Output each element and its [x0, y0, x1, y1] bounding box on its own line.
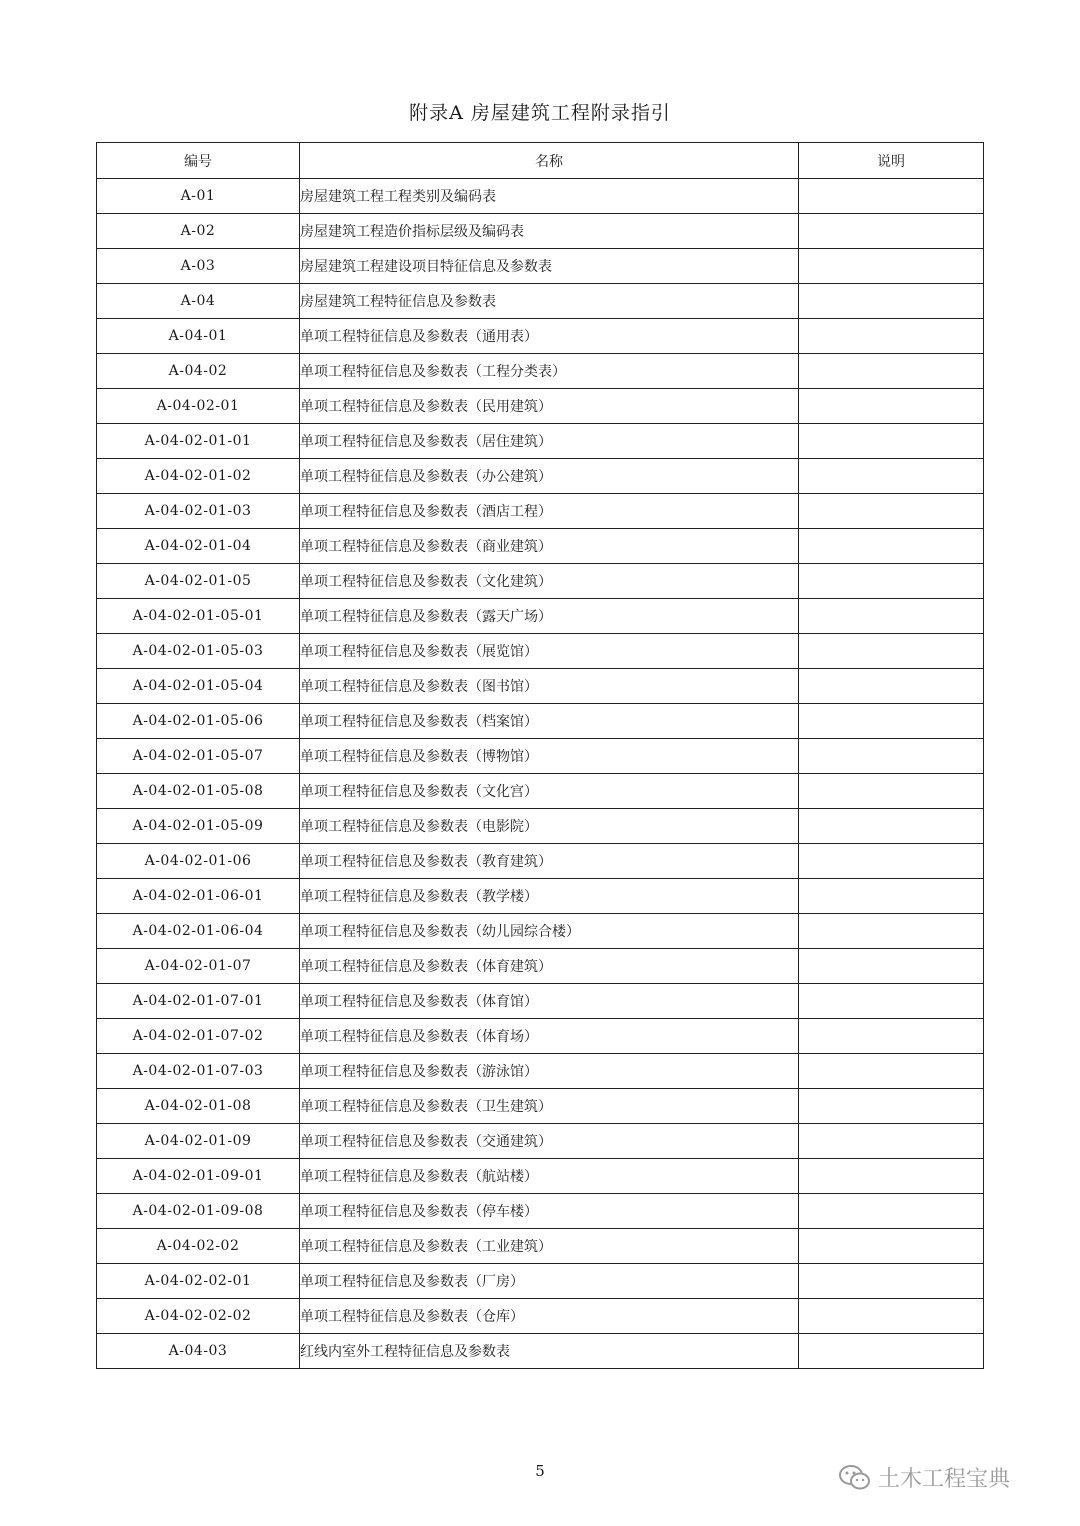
note-cell — [799, 564, 984, 599]
table-row — [97, 249, 984, 284]
name-cell: 单项工程特征信息及参数表（幼儿园综合楼） — [300, 914, 799, 949]
note-cell — [799, 914, 984, 949]
note-cell — [799, 1229, 984, 1264]
code-cell: A-04-02-01-07-02 — [97, 1019, 300, 1054]
name-cell: 红线内室外工程特征信息及参数表 — [300, 1334, 799, 1369]
name-cell: 单项工程特征信息及参数表（文化建筑） — [300, 564, 799, 599]
name-cell: 单项工程特征信息及参数表（博物馆） — [300, 739, 799, 774]
table-row — [97, 1089, 984, 1124]
note-cell — [799, 774, 984, 809]
name-cell: 单项工程特征信息及参数表（文化宫） — [300, 774, 799, 809]
table-row — [97, 879, 984, 914]
name-cell: 房屋建筑工程特征信息及参数表 — [300, 284, 799, 319]
note-cell — [799, 949, 984, 984]
note-cell — [799, 249, 984, 284]
page-number: 5 — [535, 1462, 545, 1480]
code-cell: A-04-02-01-05-06 — [97, 704, 300, 739]
table-header-row — [97, 143, 984, 179]
name-cell: 单项工程特征信息及参数表（教学楼） — [300, 879, 799, 914]
code-cell: A-04-02-01-09-08 — [97, 1194, 300, 1229]
name-cell: 单项工程特征信息及参数表（教育建筑） — [300, 844, 799, 879]
name-cell: 单项工程特征信息及参数表（电影院） — [300, 809, 799, 844]
name-cell: 单项工程特征信息及参数表（游泳馆） — [300, 1054, 799, 1089]
table-row — [97, 1159, 984, 1194]
code-cell: A-04-02-01-05-09 — [97, 809, 300, 844]
code-cell: A-04-02-01-05-04 — [97, 669, 300, 704]
note-cell — [799, 1054, 984, 1089]
name-cell: 单项工程特征信息及参数表（图书馆） — [300, 669, 799, 704]
code-cell: A-04-02-02 — [97, 1229, 300, 1264]
code-cell: A-04-02-01-05-07 — [97, 739, 300, 774]
code-cell: A-04-02-01-05 — [97, 564, 300, 599]
code-cell: A-04-02-01-07 — [97, 949, 300, 984]
table-row — [97, 214, 984, 249]
table-row — [97, 1264, 984, 1299]
name-cell: 单项工程特征信息及参数表（体育场） — [300, 1019, 799, 1054]
name-cell: 单项工程特征信息及参数表（航站楼） — [300, 1159, 799, 1194]
note-cell — [799, 1019, 984, 1054]
name-cell: 单项工程特征信息及参数表（停车楼） — [300, 1194, 799, 1229]
code-cell: A-04-02-01-06-01 — [97, 879, 300, 914]
name-cell: 单项工程特征信息及参数表（体育建筑） — [300, 949, 799, 984]
code-cell: A-04-02-01-05-08 — [97, 774, 300, 809]
name-cell: 单项工程特征信息及参数表（工业建筑） — [300, 1229, 799, 1264]
code-cell: A-04-03 — [97, 1334, 300, 1369]
code-cell: A-04-02-01-04 — [97, 529, 300, 564]
page-title: 附录A 房屋建筑工程附录指引 — [409, 102, 671, 124]
name-cell: 单项工程特征信息及参数表（交通建筑） — [300, 1124, 799, 1159]
table-row — [97, 389, 984, 424]
table-row — [97, 424, 984, 459]
note-cell — [799, 494, 984, 529]
table-row — [97, 529, 984, 564]
table-row — [97, 459, 984, 494]
name-cell: 单项工程特征信息及参数表（酒店工程） — [300, 494, 799, 529]
code-cell: A-04-02-01-03 — [97, 494, 300, 529]
code-cell: A-04-02-01 — [97, 389, 300, 424]
name-cell: 房屋建筑工程造价指标层级及编码表 — [300, 214, 799, 249]
table-row — [97, 179, 984, 214]
code-cell: A-04-02-02-01 — [97, 1264, 300, 1299]
note-cell — [799, 1159, 984, 1194]
code-cell: A-04-01 — [97, 319, 300, 354]
table-row — [97, 1194, 984, 1229]
table-row — [97, 494, 984, 529]
name-cell: 单项工程特征信息及参数表（工程分类表） — [300, 354, 799, 389]
name-cell: 单项工程特征信息及参数表（居住建筑） — [300, 424, 799, 459]
table-row — [97, 1299, 984, 1334]
code-cell: A-04-02-01-08 — [97, 1089, 300, 1124]
name-cell: 单项工程特征信息及参数表（民用建筑） — [300, 389, 799, 424]
note-cell — [799, 1089, 984, 1124]
table-row — [97, 984, 984, 1019]
name-cell: 单项工程特征信息及参数表（办公建筑） — [300, 459, 799, 494]
table-row — [97, 284, 984, 319]
wechat-icon — [838, 1463, 872, 1493]
table-row — [97, 914, 984, 949]
appendix-table — [96, 142, 984, 1369]
note-cell — [799, 424, 984, 459]
note-cell — [799, 704, 984, 739]
table-row — [97, 774, 984, 809]
note-cell — [799, 984, 984, 1019]
code-cell: A-04-02-01-05-01 — [97, 599, 300, 634]
code-cell: A-04-02-01-09 — [97, 1124, 300, 1159]
table-row — [97, 354, 984, 389]
note-cell — [799, 809, 984, 844]
name-cell: 单项工程特征信息及参数表（露天广场） — [300, 599, 799, 634]
column-header-note: 说明 — [799, 143, 984, 179]
code-cell: A-04-02-01-02 — [97, 459, 300, 494]
code-cell: A-04-02-01-07-03 — [97, 1054, 300, 1089]
table-row — [97, 1019, 984, 1054]
name-cell: 单项工程特征信息及参数表（档案馆） — [300, 704, 799, 739]
note-cell — [799, 1194, 984, 1229]
name-cell: 单项工程特征信息及参数表（卫生建筑） — [300, 1089, 799, 1124]
note-cell — [799, 599, 984, 634]
name-cell: 单项工程特征信息及参数表（厂房） — [300, 1264, 799, 1299]
code-cell: A-04-02-01-07-01 — [97, 984, 300, 1019]
note-cell — [799, 284, 984, 319]
table-row — [97, 704, 984, 739]
code-cell: A-04-02-01-01 — [97, 424, 300, 459]
note-cell — [799, 529, 984, 564]
name-cell: 单项工程特征信息及参数表（体育馆） — [300, 984, 799, 1019]
note-cell — [799, 1334, 984, 1369]
note-cell — [799, 354, 984, 389]
note-cell — [799, 1264, 984, 1299]
note-cell — [799, 1299, 984, 1334]
note-cell — [799, 459, 984, 494]
table-row — [97, 1334, 984, 1369]
note-cell — [799, 669, 984, 704]
name-cell: 单项工程特征信息及参数表（展览馆） — [300, 634, 799, 669]
note-cell — [799, 634, 984, 669]
code-cell: A-04-02-01-06 — [97, 844, 300, 879]
code-cell: A-04 — [97, 284, 300, 319]
table-row — [97, 599, 984, 634]
table-row — [97, 949, 984, 984]
code-cell: A-04-02 — [97, 354, 300, 389]
table-row — [97, 634, 984, 669]
name-cell: 房屋建筑工程工程类别及编码表 — [300, 179, 799, 214]
table-row — [97, 319, 984, 354]
code-cell: A-03 — [97, 249, 300, 284]
note-cell — [799, 214, 984, 249]
code-cell: A-04-02-01-06-04 — [97, 914, 300, 949]
table-row — [97, 809, 984, 844]
watermark — [838, 1462, 1010, 1493]
table-row — [97, 564, 984, 599]
code-cell: A-04-02-01-09-01 — [97, 1159, 300, 1194]
table-row — [97, 669, 984, 704]
code-cell: A-01 — [97, 179, 300, 214]
name-cell: 单项工程特征信息及参数表（通用表） — [300, 319, 799, 354]
column-header-name: 名称 — [300, 143, 799, 179]
note-cell — [799, 179, 984, 214]
note-cell — [799, 389, 984, 424]
watermark-text: 土木工程宝典 — [878, 1467, 1011, 1492]
note-cell — [799, 1124, 984, 1159]
column-header-code: 编号 — [97, 143, 300, 179]
table-row — [97, 1054, 984, 1089]
table-row — [97, 844, 984, 879]
table-row — [97, 1124, 984, 1159]
code-cell: A-02 — [97, 214, 300, 249]
name-cell: 单项工程特征信息及参数表（商业建筑） — [300, 529, 799, 564]
name-cell: 房屋建筑工程建设项目特征信息及参数表 — [300, 249, 799, 284]
table-row — [97, 739, 984, 774]
table-row — [97, 1229, 984, 1264]
note-cell — [799, 844, 984, 879]
note-cell — [799, 739, 984, 774]
code-cell: A-04-02-02-02 — [97, 1299, 300, 1334]
note-cell — [799, 319, 984, 354]
note-cell — [799, 879, 984, 914]
code-cell: A-04-02-01-05-03 — [97, 634, 300, 669]
name-cell: 单项工程特征信息及参数表（仓库） — [300, 1299, 799, 1334]
